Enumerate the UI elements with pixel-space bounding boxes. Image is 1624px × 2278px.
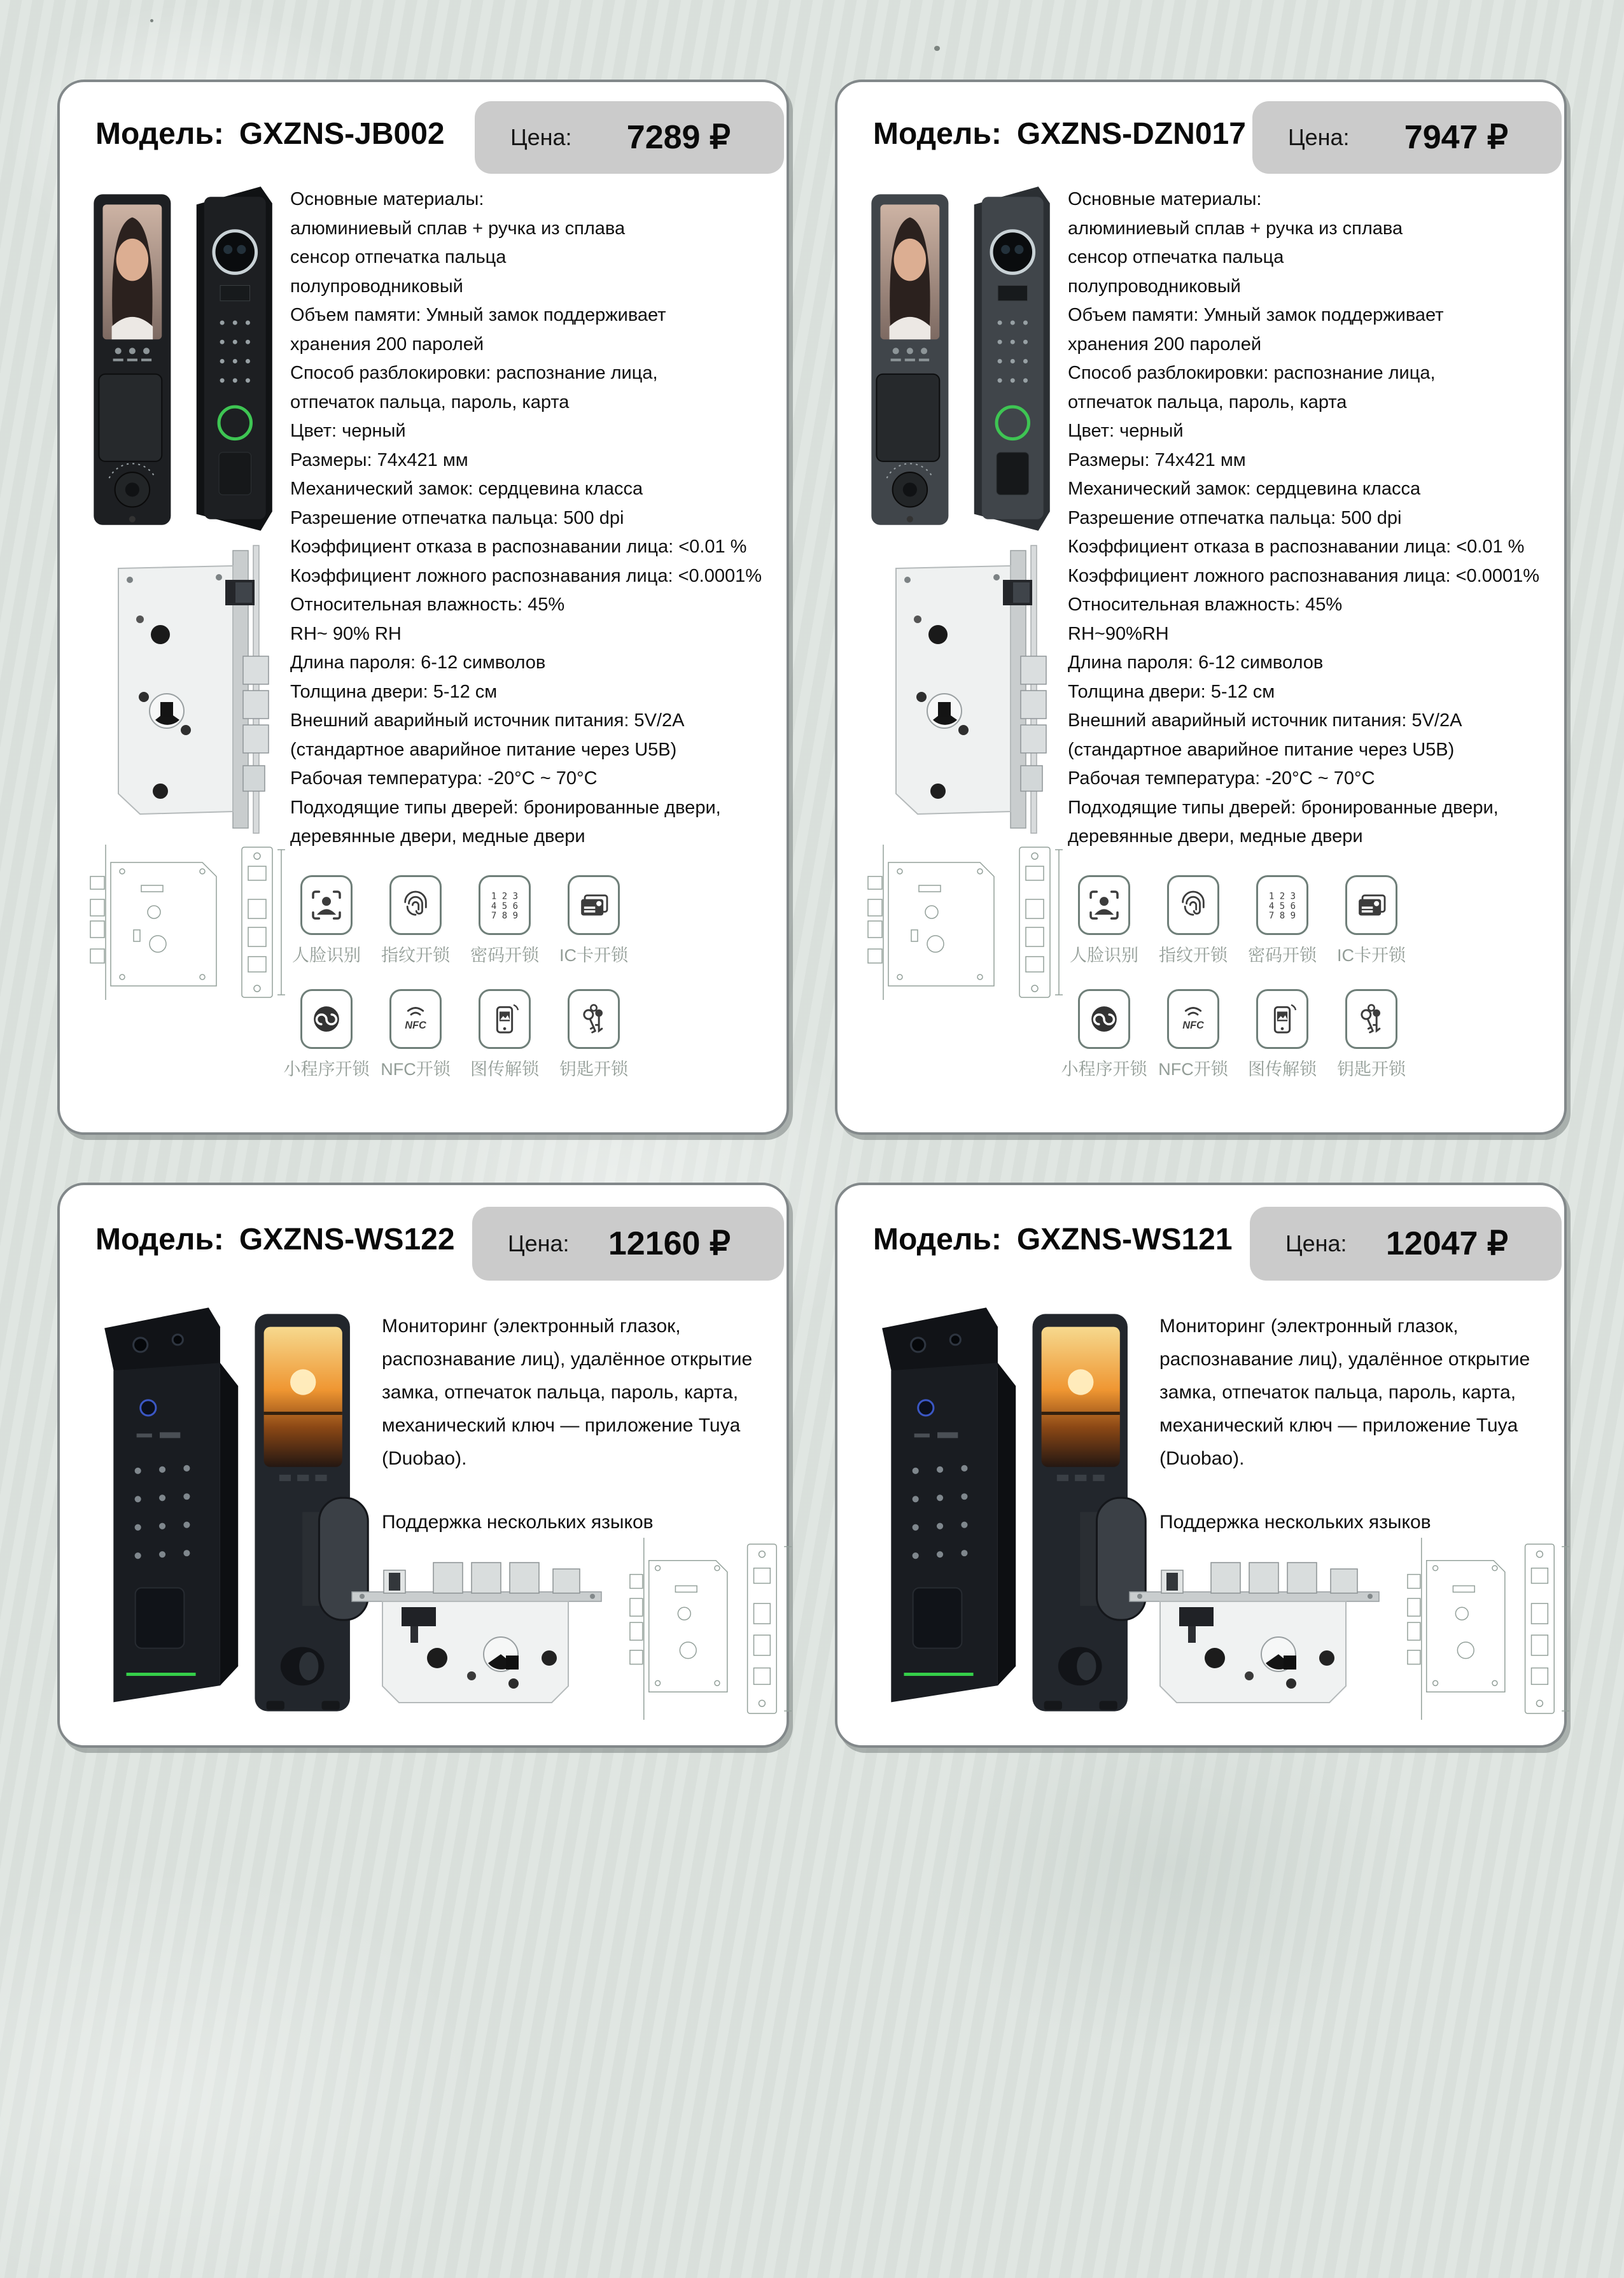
price-badge <box>1250 1207 1562 1281</box>
spec-line: хранения 200 паролей <box>1068 334 1262 355</box>
unlock-method-ic-card <box>555 875 633 966</box>
unlock-method-miniprogram <box>283 989 370 1080</box>
unlock-method-miniprogram <box>1061 989 1147 1080</box>
unlock-method-label: 人脸识别 <box>292 946 361 965</box>
unlock-method-label: 人脸识别 <box>1070 946 1138 965</box>
spec-line: Толщина двери: 5-12 см <box>290 681 498 702</box>
face-recognition-icon <box>300 875 353 935</box>
miniprogram-icon <box>1078 989 1130 1049</box>
unlock-method-label: 密码开锁 <box>470 946 539 965</box>
unlock-method-label: 图传解锁 <box>470 1060 539 1079</box>
ic-card-icon <box>568 875 620 935</box>
mortise-lock-photo-horizontal <box>1124 1551 1386 1718</box>
price-label: Цена: <box>510 124 572 150</box>
spec-line: алюминиевый сплав + ручка из сплава <box>1068 218 1403 239</box>
spec-line: отпечаток пальца, пароль, карта <box>290 391 570 412</box>
unlock-methods-grid <box>1061 875 1410 1080</box>
unlock-method-label: 小程序开锁 <box>283 1060 370 1079</box>
unlock-method-face <box>1065 875 1143 966</box>
spec-line: Рабочая температура: -20°C ~ 70°C <box>290 768 598 789</box>
spec-line: Механический замок: сердцевина класса <box>290 479 643 499</box>
smart-lock-product-photo <box>848 178 1064 540</box>
lock-technical-drawing <box>1400 1532 1577 1726</box>
unlock-method-password <box>1243 875 1321 966</box>
spec-line: Внешний аварийный источник питания: 5V/2A <box>1068 710 1462 731</box>
spec-line: Размеры: 74x421 мм <box>1068 449 1246 470</box>
unlock-methods-grid <box>283 875 633 1080</box>
spec-line: Относительная влажность: 45% <box>290 594 565 615</box>
svg-text:1 2 3: 1 2 3 <box>1268 891 1296 902</box>
languages-note: Поддержка нескольких языков <box>382 1512 654 1533</box>
unlock-method-label: 指纹开锁 <box>1159 946 1228 965</box>
spec-line: Размеры: 74x421 мм <box>290 449 468 470</box>
model-prefix: Модель: <box>95 1223 224 1256</box>
spec-line: хранения 200 паролей <box>290 334 484 355</box>
model-name: GXZNS-WS122 <box>239 1223 455 1256</box>
spec-list <box>290 185 783 852</box>
product-card-dzn017 <box>835 80 1567 1135</box>
spec-line: отпечаток пальца, пароль, карта <box>1068 391 1347 412</box>
product-description: Мониторинг (электронный глазок, распознавание лиц), удалённое открытие замка, отпечаток пальца, пароль, карта, механический ключ — приложение Tuya (Duobao). <box>1159 1316 1530 1469</box>
spec-line: RH~90%RH <box>1068 623 1169 644</box>
miniprogram-icon <box>300 989 353 1049</box>
spec-line: деревянные двери, медные двери <box>1068 826 1363 847</box>
lock-technical-drawing <box>78 841 291 1003</box>
price-badge <box>1252 101 1562 174</box>
spec-line: Относительная влажность: 45% <box>1068 594 1343 615</box>
description-block <box>382 1310 794 1539</box>
svg-text:NFC: NFC <box>1182 1020 1204 1032</box>
model-prefix: Модель: <box>873 117 1002 151</box>
smart-lock-product-photo <box>75 1286 373 1739</box>
background-speck <box>934 46 940 51</box>
spec-line: Разрешение отпечатка пальца: 500 dpi <box>1068 507 1402 528</box>
model-title <box>873 1222 1233 1257</box>
model-title <box>873 116 1246 151</box>
svg-text:NFC: NFC <box>405 1020 426 1032</box>
spec-line: Рабочая температура: -20°C ~ 70°C <box>1068 768 1375 789</box>
price-badge <box>475 101 784 174</box>
spec-line: (стандартное аварийное питание через U5B) <box>290 739 677 760</box>
model-title <box>95 1222 455 1257</box>
spec-line: Основные материалы: <box>1068 189 1262 209</box>
unlock-method-label: 图传解锁 <box>1248 1060 1317 1079</box>
spec-line: Длина пароля: 6-12 символов <box>290 652 546 673</box>
spec-line: Объем памяти: Умный замок поддерживает <box>290 305 666 325</box>
unlock-method-password <box>466 875 543 966</box>
unlock-method-label: 钥匙开锁 <box>1337 1060 1406 1079</box>
fingerprint-icon <box>1167 875 1219 935</box>
unlock-method-face <box>288 875 365 966</box>
price-label: Цена: <box>1288 124 1350 150</box>
mortise-lock-photo <box>85 544 289 837</box>
spec-line: полупроводниковый <box>290 276 463 297</box>
svg-text:4 5 6: 4 5 6 <box>491 901 519 911</box>
spec-line: (стандартное аварийное питание через U5B) <box>1068 739 1455 760</box>
model-title <box>95 116 445 151</box>
spec-line: Способ разблокировки: распознание лица, <box>1068 363 1436 383</box>
product-card-jb002 <box>57 80 789 1135</box>
svg-text:4 5 6: 4 5 6 <box>1268 901 1296 911</box>
spec-line: Разрешение отпечатка пальца: 500 dpi <box>290 507 624 528</box>
spec-line: Подходящие типы дверей: бронированные двери, <box>290 797 721 818</box>
model-prefix: Модель: <box>95 117 224 151</box>
spec-line: Способ разблокировки: распознание лица, <box>290 363 658 383</box>
smart-lock-product-photo <box>70 178 286 540</box>
spec-line: RH~ 90% RH <box>290 623 402 644</box>
spec-line: Цвет: черный <box>290 421 406 441</box>
spec-line: сенсор отпечатка пальца <box>290 247 507 267</box>
spec-line: полупроводниковый <box>1068 276 1241 297</box>
keypad-icon <box>479 875 531 935</box>
spec-line: деревянные двери, медные двери <box>290 826 585 847</box>
unlock-method-label: 指纹开锁 <box>381 946 450 965</box>
unlock-method-label: 钥匙开锁 <box>559 1060 628 1079</box>
mortise-lock-photo <box>863 544 1067 837</box>
unlock-method-ic-card <box>1333 875 1410 966</box>
unlock-method-image-transfer <box>466 989 543 1080</box>
spec-line: Коэффициент ложного распознавания лица: <0.0001% <box>290 565 762 586</box>
price-value: 12160 ₽ <box>608 1225 731 1262</box>
spec-line: Цвет: черный <box>1068 421 1184 441</box>
spec-line: Подходящие типы дверей: бронированные двери, <box>1068 797 1499 818</box>
model-name: GXZNS-WS121 <box>1016 1223 1233 1256</box>
nfc-icon <box>389 989 442 1049</box>
spec-line: Механический замок: сердцевина класса <box>1068 479 1421 499</box>
price-value: 12047 ₽ <box>1385 1225 1508 1262</box>
unlock-methods-area <box>1061 875 1410 1080</box>
fingerprint-icon <box>389 875 442 935</box>
lock-technical-drawing <box>622 1532 799 1726</box>
price-value: 7947 ₽ <box>1404 119 1508 156</box>
languages-note: Поддержка нескольких языков <box>1159 1512 1431 1533</box>
price-label: Цена: <box>1285 1230 1347 1256</box>
nfc-icon <box>1167 989 1219 1049</box>
unlock-method-label: IC卡开锁 <box>559 946 628 965</box>
unlock-method-label: 小程序开锁 <box>1061 1060 1147 1079</box>
svg-text:7 8 9: 7 8 9 <box>491 911 519 921</box>
spec-line: Коэффициент отказа в распознавании лица: <0.01 % <box>290 537 747 557</box>
spec-line: Внешний аварийный источник питания: 5V/2A <box>290 710 685 731</box>
svg-text:7 8 9: 7 8 9 <box>1268 911 1296 921</box>
product-card-ws121 <box>835 1183 1567 1748</box>
unlock-method-nfc <box>377 989 454 1080</box>
model-prefix: Модель: <box>873 1223 1002 1256</box>
spec-line: Коэффициент ложного распознавания лица: <0.0001% <box>1068 565 1540 586</box>
key-icon <box>1345 989 1397 1049</box>
ic-card-icon <box>1345 875 1397 935</box>
product-description: Мониторинг (электронный глазок, распознавание лиц), удалённое открытие замка, отпечаток пальца, пароль, карта, механический ключ — приложение Tuya (Duobao). <box>382 1316 753 1469</box>
spec-list <box>1068 185 1561 852</box>
phone-image-icon <box>1256 989 1308 1049</box>
product-card-ws122 <box>57 1183 789 1748</box>
unlock-method-nfc <box>1154 989 1232 1080</box>
description-block <box>1159 1310 1572 1539</box>
unlock-method-image-transfer <box>1243 989 1321 1080</box>
spec-line: сенсор отпечатка пальца <box>1068 247 1284 267</box>
price-value: 7289 ₽ <box>626 119 731 156</box>
smart-lock-product-photo <box>853 1286 1151 1739</box>
svg-text:1 2 3: 1 2 3 <box>491 891 519 902</box>
background-speck <box>150 19 153 22</box>
unlock-method-label: NFC开锁 <box>1158 1060 1228 1079</box>
unlock-method-key <box>555 989 633 1080</box>
key-icon <box>568 989 620 1049</box>
spec-line: Основные материалы: <box>290 189 484 209</box>
unlock-method-key <box>1333 989 1410 1080</box>
phone-image-icon <box>479 989 531 1049</box>
unlock-method-label: NFC开锁 <box>381 1060 451 1079</box>
spec-line: Объем памяти: Умный замок поддерживает <box>1068 305 1444 325</box>
spec-line: Коэффициент отказа в распознавании лица: <0.01 % <box>1068 537 1525 557</box>
lock-technical-drawing <box>855 841 1068 1003</box>
keypad-icon <box>1256 875 1308 935</box>
spec-line: Длина пароля: 6-12 символов <box>1068 652 1324 673</box>
spec-line: Толщина двери: 5-12 см <box>1068 681 1275 702</box>
model-name: GXZNS-DZN017 <box>1016 117 1246 151</box>
unlock-method-label: 密码开锁 <box>1248 946 1317 965</box>
unlock-methods-area <box>283 875 633 1080</box>
unlock-method-label: IC卡开锁 <box>1337 946 1406 965</box>
unlock-method-fingerprint <box>1154 875 1232 966</box>
price-label: Цена: <box>508 1230 570 1256</box>
price-badge <box>472 1207 784 1281</box>
model-name: GXZNS-JB002 <box>239 117 445 151</box>
mortise-lock-photo-horizontal <box>346 1551 608 1718</box>
unlock-method-fingerprint <box>377 875 454 966</box>
face-recognition-icon <box>1078 875 1130 935</box>
spec-line: алюминиевый сплав + ручка из сплава <box>290 218 626 239</box>
